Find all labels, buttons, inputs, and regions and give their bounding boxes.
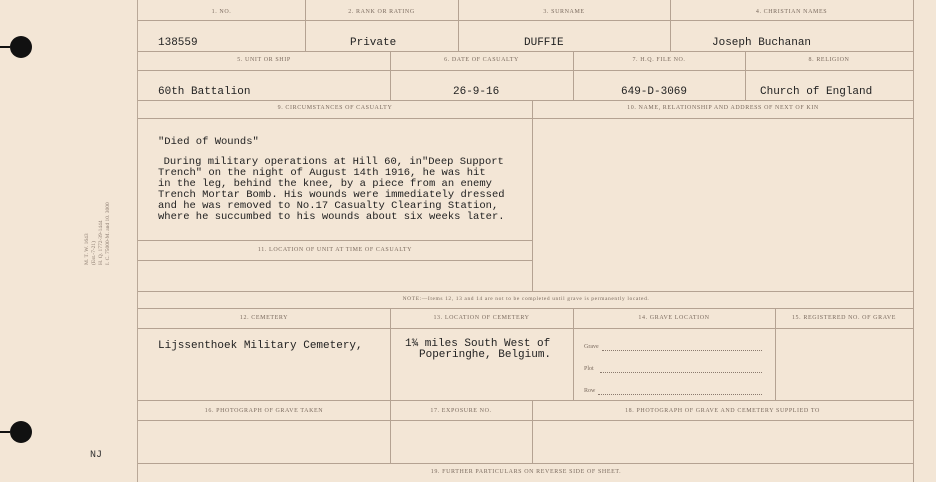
label-exposure-no: 17. EXPOSURE NO. <box>430 408 492 414</box>
punch-hole-bottom <box>10 421 32 443</box>
circumstances-line: Trench Mortar Bomb. His wounds were immediately dressed <box>158 189 505 201</box>
rank-value: Private <box>350 37 397 49</box>
label-location-of-unit: 11. LOCATION OF UNIT AT TIME OF CASUALTY <box>257 247 413 253</box>
side-print: M. T. W. 1643 (Est.-7-21) H. Q. 1772-39-1444 I. C. 75000-M. and 10. 3000 <box>84 202 111 265</box>
cemetery-location-line: Poperinghe, Belgium. <box>419 349 552 361</box>
row-label: Row <box>584 388 596 394</box>
religion-value: Church of England <box>760 86 873 98</box>
label-circumstances: 9. CIRCUMSTANCES OF CASUALTY <box>277 105 393 111</box>
cemetery-value: Lijssenthoek Military Cemetery, <box>158 340 363 352</box>
circumstances-line: where he succumbed to his wounds about six weeks later. <box>158 211 505 223</box>
label-christian-names: 4. CHRISTIAN NAMES <box>755 9 828 15</box>
label-next-of-kin: 10. NAME, RELATIONSHIP AND ADDRESS OF NEXT OF KIN <box>627 105 819 111</box>
label-surname: 3. SURNAME <box>543 9 585 15</box>
cemetery-location-line: 1¾ miles South West of <box>405 338 551 350</box>
circumstances-line: in the leg, behind the knee, by a piece from an enemy <box>158 178 492 190</box>
unit-value: 60th Battalion <box>158 86 251 98</box>
grave-label: Grave <box>584 344 599 350</box>
label-further-particulars: 19. FURTHER PARTICULARS ON REVERSE SIDE OF SHEET. <box>430 469 622 475</box>
label-registered-no: 15. REGISTERED NO. OF GRAVE <box>791 315 897 321</box>
christian-names-value: Joseph Buchanan <box>712 37 812 49</box>
label-date: 6. DATE OF CASUALTY <box>444 57 519 63</box>
hq-file-value: 649-D-3069 <box>621 86 688 98</box>
circumstances-title: "Died of Wounds" <box>158 136 259 148</box>
plot-label: Plot <box>584 366 594 372</box>
label-grave-location: 14. GRAVE LOCATION <box>638 315 710 321</box>
note-text: NOTE:—Items 12, 13 and 14 are not to be completed until grave is permanently located. <box>402 296 650 302</box>
date-value: 26-9-16 <box>453 86 500 98</box>
label-hq-file: 7. H.Q. FILE NO. <box>632 57 686 63</box>
label-location-of-cemetery: 13. LOCATION OF CEMETERY <box>433 315 530 321</box>
circumstances-line: and he was removed to No.17 Casualty Clearing Station, <box>158 200 499 212</box>
clerk-initials: NJ <box>90 450 103 461</box>
label-rank: 2. RANK OR RATING <box>348 9 415 15</box>
label-photo-supplied: 18. PHOTOGRAPH OF GRAVE AND CEMETERY SUPPLIED TO <box>625 408 820 414</box>
label-unit: 5. UNIT OR SHIP <box>237 57 291 63</box>
surname-value: DUFFIE <box>524 37 564 49</box>
label-cemetery: 12. CEMETERY <box>239 315 289 321</box>
label-religion: 8. RELIGION <box>808 57 850 63</box>
label-no: 1. NO. <box>211 9 232 15</box>
service-number: 138559 <box>158 37 198 49</box>
label-photo-taken: 16. PHOTOGRAPH OF GRAVE TAKEN <box>204 408 324 414</box>
punch-hole-top <box>10 36 32 58</box>
circumstances-line: During military operations at Hill 60, in"Deep Support <box>151 156 504 168</box>
circumstances-line: Trench" on the night of August 14th 1916, he was hit <box>158 167 486 179</box>
